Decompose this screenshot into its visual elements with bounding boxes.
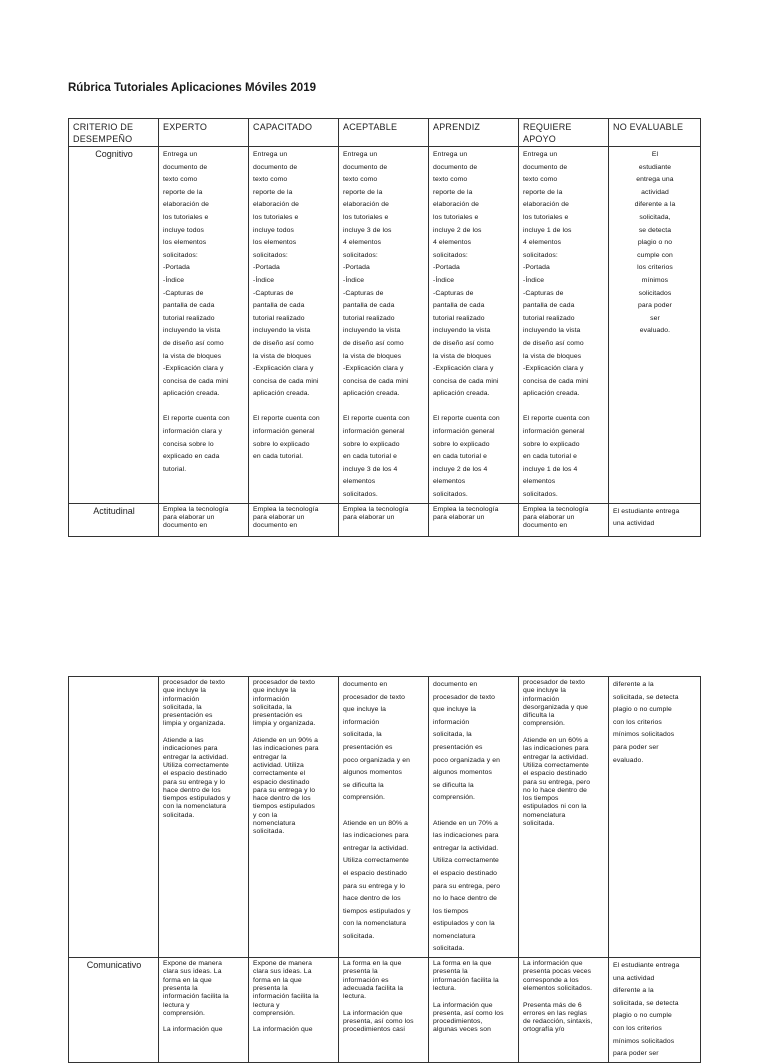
document-title: Rúbrica Tutoriales Aplicaciones Móviles 2019 — [68, 82, 316, 94]
cell-experto: Emplea la tecnología para elaborar un documento en — [159, 503, 249, 536]
row-actitudinal-continued — [69, 677, 701, 958]
cell-aprendiz: La forma en la que presenta la información facilita la lectura. La información que presenta, así como los procedimientos, algunas veces son — [429, 958, 519, 1063]
header-requiere-apoyo: REQUIERE APOYO — [519, 119, 609, 147]
header-aceptable: ACEPTABLE — [339, 119, 429, 147]
header-aprendiz: APRENDIZ — [429, 119, 519, 147]
criterion-label: Comunicativo — [69, 958, 159, 1063]
cell-capacitado: Entrega un documento de texto como reporte de la elaboración de los tutoriales e incluye todos los elementos solicitados: -Portada -Índice -Capturas de pantalla de cada tutorial realizado incluyendo la vista de diseño así como la vista de bloques -Explicación clara y concisa de cada mini aplicación creada. El reporte cuenta con información general sobre lo explicado en cada tutorial. — [249, 147, 339, 504]
cell-aceptable: La forma en la que presenta la información es adecuada facilita la lectura. La información que presenta, así como los procedimientos casi — [339, 958, 429, 1063]
cell-no-evaluable: El estudiante entrega una actividad diferente a la solicitada, se detecta plagio o no cumple con los criterios mínimos solicitados para poder ser — [609, 958, 701, 1063]
row-comunicativo — [69, 958, 701, 1063]
cell-aceptable: Entrega un documento de texto como reporte de la elaboración de los tutoriales e incluye 3 de los 4 elementos solicitados: -Portada -Índice -Capturas de pantalla de cada tutorial realizado incluyendo la vista de diseño así como la vista de bloques -Explicación clara y concisa de cada mini aplicación creada. El reporte cuenta con información general sobre lo explicado en cada tutorial e incluye 3 de los 4 elementos solicitados. — [339, 147, 429, 504]
cell-requiere-apoyo: Entrega un documento de texto como reporte de la elaboración de los tutoriales e incluye 1 de los 4 elementos solicitados: -Portada -Índice -Capturas de pantalla de cada tutorial realizado incluyendo la vista de diseño así como la vista de bloques -Explicación clara y concisa de cada mini aplicación creada. El reporte cuenta con información general sobre lo explicado en cada tutorial e incluye 1 de los 4 elementos solicitados. — [519, 147, 609, 504]
header-capacitado: CAPACITADO — [249, 119, 339, 147]
cell-experto: Entrega un documento de texto como reporte de la elaboración de los tutoriales e incluye todos los elementos solicitados: -Portada -Índice -Capturas de pantalla de cada tutorial realizado incluyendo la vista de diseño así como la vista de bloques -Explicación clara y concisa de cada mini aplicación creada. El reporte cuenta con información clara y concisa sobre lo explicado en cada tutorial. — [159, 147, 249, 504]
cell-experto: Expone de manera clara sus ideas. La forma en la que presenta la información facilita la lectura y comprensión. La información que — [159, 958, 249, 1063]
row-cognitivo — [69, 147, 701, 504]
cell-requiere-apoyo: Emplea la tecnología para elaborar un documento en — [519, 503, 609, 536]
header-criterio: CRITERIO DE DESEMPEÑO — [69, 119, 159, 147]
cell-aprendiz: Entrega un documento de texto como reporte de la elaboración de los tutoriales e incluye 2 de los 4 elementos solicitados: -Portada -Índice -Capturas de pantalla de cada tutorial realizado incluyendo la vista de diseño así como la vista de bloques -Explicación clara y concisa de cada mini aplicación creada. El reporte cuenta con información general sobre lo explicado en cada tutorial e incluye 2 de los 4 elementos solicitados. — [429, 147, 519, 504]
cell-aprendiz: Emplea la tecnología para elaborar un — [429, 503, 519, 536]
header-row — [69, 119, 701, 147]
cell-no-evaluable: El estudiante entrega una actividad diferente a la solicitada, se detecta plagio o no cumple con los criterios mínimos solicitados para poder ser evaluado. — [609, 147, 701, 504]
header-experto: EXPERTO — [159, 119, 249, 147]
header-no-evaluable: NO EVALUABLE — [609, 119, 701, 147]
row-actitudinal — [69, 503, 701, 536]
cell-aceptable: Emplea la tecnología para elaborar un — [339, 503, 429, 536]
cell-capacitado: Expone de manera clara sus ideas. La forma en la que presenta la información facilita la lectura y comprensión. La información que — [249, 958, 339, 1063]
rubric-table-continued — [68, 676, 701, 1063]
criterion-label: Cognitivo — [69, 147, 159, 504]
cell-capacitado: procesador de texto que incluye la información solicitada, la presentación es limpia y organizada. Atiende en un 90% a las indicaciones para entregar la actividad. Utiliza correctamente el espacio destinado para su entrega y lo hace dentro de los tiempos estipulados y con la nomenclatura solicitada. — [249, 677, 339, 958]
rubric-table — [68, 118, 701, 537]
cell-experto: procesador de texto que incluye la información solicitada, la presentación es limpia y organizada. Atiende a las indicaciones para entregar la actividad. Utiliza correctamente el espacio destinado para su entrega y lo hace dentro de los tiempos estipulados y con la nomenclatura solicitada. — [159, 677, 249, 958]
cell-requiere-apoyo: procesador de texto que incluye la información desorganizada y que dificulta la comprensión. Atiende en un 60% a las indicaciones para entregar la actividad. Utiliza correctamente el espacio destinado para su entrega, pero no lo hace dentro de los tiempos estipulados ni con la nomenclatura solicitada. — [519, 677, 609, 958]
cell-capacitado: Emplea la tecnología para elaborar un documento en — [249, 503, 339, 536]
cell-aprendiz: documento en procesador de texto que incluye la información solicitada, la presentación es poco organizada y en algunos momentos se dificulta la comprensión. Atiende en un 70% a las indicaciones para entregar la actividad. Utiliza correctamente el espacio destinado para su entrega, pero no lo hace dentro de los tiempos estipulados y con la nomenclatura solicitada. — [429, 677, 519, 958]
cell-aceptable: documento en procesador de texto que incluye la información solicitada, la presentación es poco organizada y en algunos momentos se dificulta la comprensión. Atiende en un 80% a las indicaciones para entregar la actividad. Utiliza correctamente el espacio destinado para su entrega y lo hace dentro de los tiempos estipulados y con la nomenclatura solicitada. — [339, 677, 429, 958]
cell-no-evaluable: El estudiante entrega una actividad — [609, 503, 701, 536]
criterion-label: Actitudinal — [69, 503, 159, 536]
cell-no-evaluable: diferente a la solicitada, se detecta plagio o no cumple con los criterios mínimos solicitados para poder ser evaluado. — [609, 677, 701, 958]
cell-requiere-apoyo: La información que presenta pocas veces corresponde a los elementos solicitados. Presenta más de 6 errores en las reglas de redacción, sintaxis, ortografía y/o — [519, 958, 609, 1063]
criterion-label — [69, 677, 159, 958]
